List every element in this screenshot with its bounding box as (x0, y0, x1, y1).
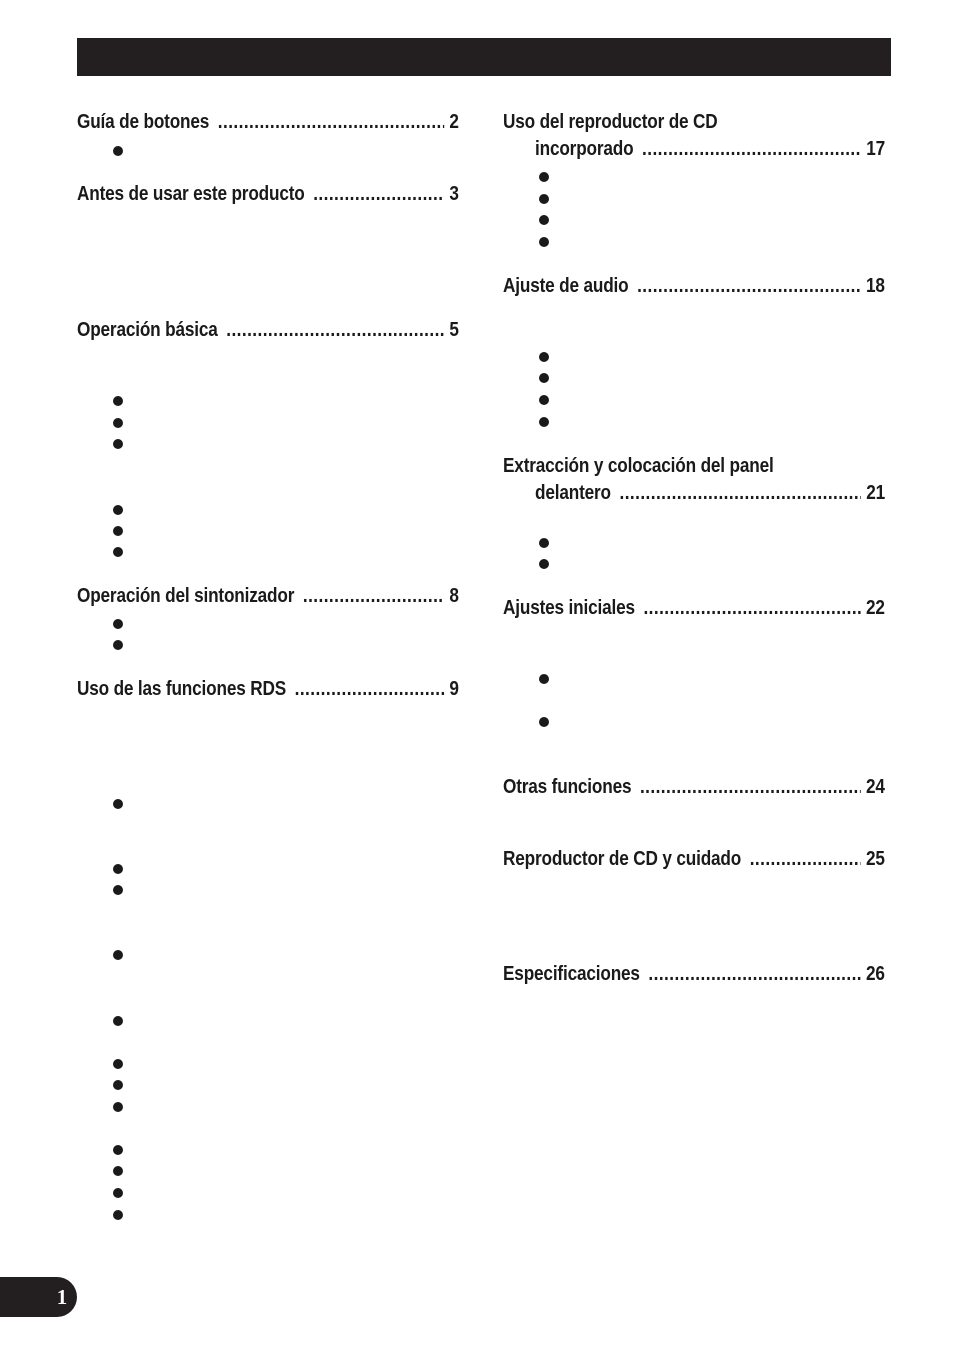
toc-entry-title: Ajustes iniciales (503, 597, 635, 619)
toc-entry-title: Uso de las funciones RDS (77, 678, 287, 700)
dot-leader (619, 482, 861, 505)
toc-entry-ajustes-iniciales[interactable] (503, 597, 885, 623)
toc-entry-title-line1[interactable]: Extracción y colocación del panel (503, 455, 774, 477)
bullet-icon (113, 439, 123, 449)
dot-leader (303, 585, 444, 608)
bullet-icon (539, 717, 549, 727)
toc-entry-title: incorporado (535, 138, 634, 160)
toc-entry-page: 21 (866, 482, 886, 504)
toc-entry-title: Reproductor de CD y cuidado (503, 848, 742, 870)
toc-entry-page: 22 (866, 597, 885, 619)
bullet-icon (113, 799, 123, 809)
toc-entry-panel-delantero[interactable] (535, 482, 885, 508)
dot-leader (295, 678, 445, 701)
bullet-icon (113, 418, 123, 428)
toc-entry-title-line1[interactable]: Uso del reproductor de CD (503, 111, 718, 133)
toc-entry-title: Operación básica (77, 319, 218, 341)
bullet-icon (113, 1188, 123, 1198)
bullet-icon (113, 505, 123, 515)
toc-entry-ajuste-audio[interactable] (503, 275, 885, 301)
bullet-icon (113, 1016, 123, 1026)
toc-entry-title: Guía de botones (77, 111, 210, 133)
bullet-icon (113, 526, 123, 536)
bullet-icon (539, 172, 549, 182)
toc-entry-page: 26 (866, 963, 885, 985)
toc-entry-otras-funciones[interactable] (503, 776, 885, 802)
toc-entry-page: 24 (866, 776, 885, 798)
bullet-icon (113, 1210, 123, 1220)
dot-leader (643, 597, 860, 620)
bullet-icon (113, 1102, 123, 1112)
toc-entry-especificaciones[interactable] (503, 963, 885, 989)
bullet-icon (539, 194, 549, 204)
toc-entry-operacion-basica[interactable] (77, 319, 459, 345)
bullet-icon (113, 1145, 123, 1155)
bullet-icon (113, 1166, 123, 1176)
page-number: 1 (56, 1285, 68, 1309)
dot-leader (637, 275, 861, 298)
toc-entry-guia-de-botones[interactable] (77, 111, 459, 137)
bullet-icon (113, 885, 123, 895)
toc-entry-page: 9 (449, 678, 459, 700)
dot-leader (750, 848, 861, 871)
bullet-icon (113, 1080, 123, 1090)
toc-entry-page: 8 (449, 585, 459, 607)
toc-entry-antes-de-usar[interactable] (77, 183, 459, 209)
toc-entry-title: Operación del sintonizador (77, 585, 295, 607)
toc-entry-page: 18 (866, 275, 885, 297)
toc-entry-reproductor-cd[interactable] (535, 138, 885, 164)
toc-entry-page: 3 (449, 183, 459, 205)
bullet-icon (539, 373, 549, 383)
toc-entry-title: Otras funciones (503, 776, 632, 798)
header-bar (77, 38, 891, 76)
dot-leader (640, 776, 861, 799)
toc-entry-funciones-rds[interactable] (77, 678, 459, 704)
bullet-icon (113, 619, 123, 629)
toc-entry-title: Especificaciones (503, 963, 640, 985)
bullet-icon (539, 352, 549, 362)
bullet-icon (113, 547, 123, 557)
bullet-icon (113, 1059, 123, 1069)
bullet-icon (113, 864, 123, 874)
bullet-icon (113, 950, 123, 960)
toc-entry-page: 25 (866, 848, 885, 870)
bullet-icon (539, 674, 549, 684)
dot-leader (226, 319, 444, 342)
bullet-icon (113, 396, 123, 406)
toc-entry-operacion-sintonizador[interactable] (77, 585, 459, 611)
bullet-icon (539, 417, 549, 427)
toc-entry-reproductor-cuidado[interactable] (503, 848, 885, 874)
bullet-icon (539, 538, 549, 548)
bullet-icon (539, 395, 549, 405)
toc-entry-title: delantero (535, 482, 611, 504)
dot-leader (642, 138, 861, 161)
toc-entry-page: 17 (866, 138, 886, 160)
bullet-icon (113, 146, 123, 156)
toc-entry-page: 5 (449, 319, 459, 341)
toc-entry-page: 2 (449, 111, 459, 133)
bullet-icon (539, 559, 549, 569)
toc-entry-title: Antes de usar este producto (77, 183, 305, 205)
bullet-icon (539, 215, 549, 225)
dot-leader (648, 963, 860, 986)
bullet-icon (113, 640, 123, 650)
dot-leader (313, 183, 444, 206)
toc-entry-title: Ajuste de audio (503, 275, 629, 297)
bullet-icon (539, 237, 549, 247)
dot-leader (218, 111, 445, 134)
